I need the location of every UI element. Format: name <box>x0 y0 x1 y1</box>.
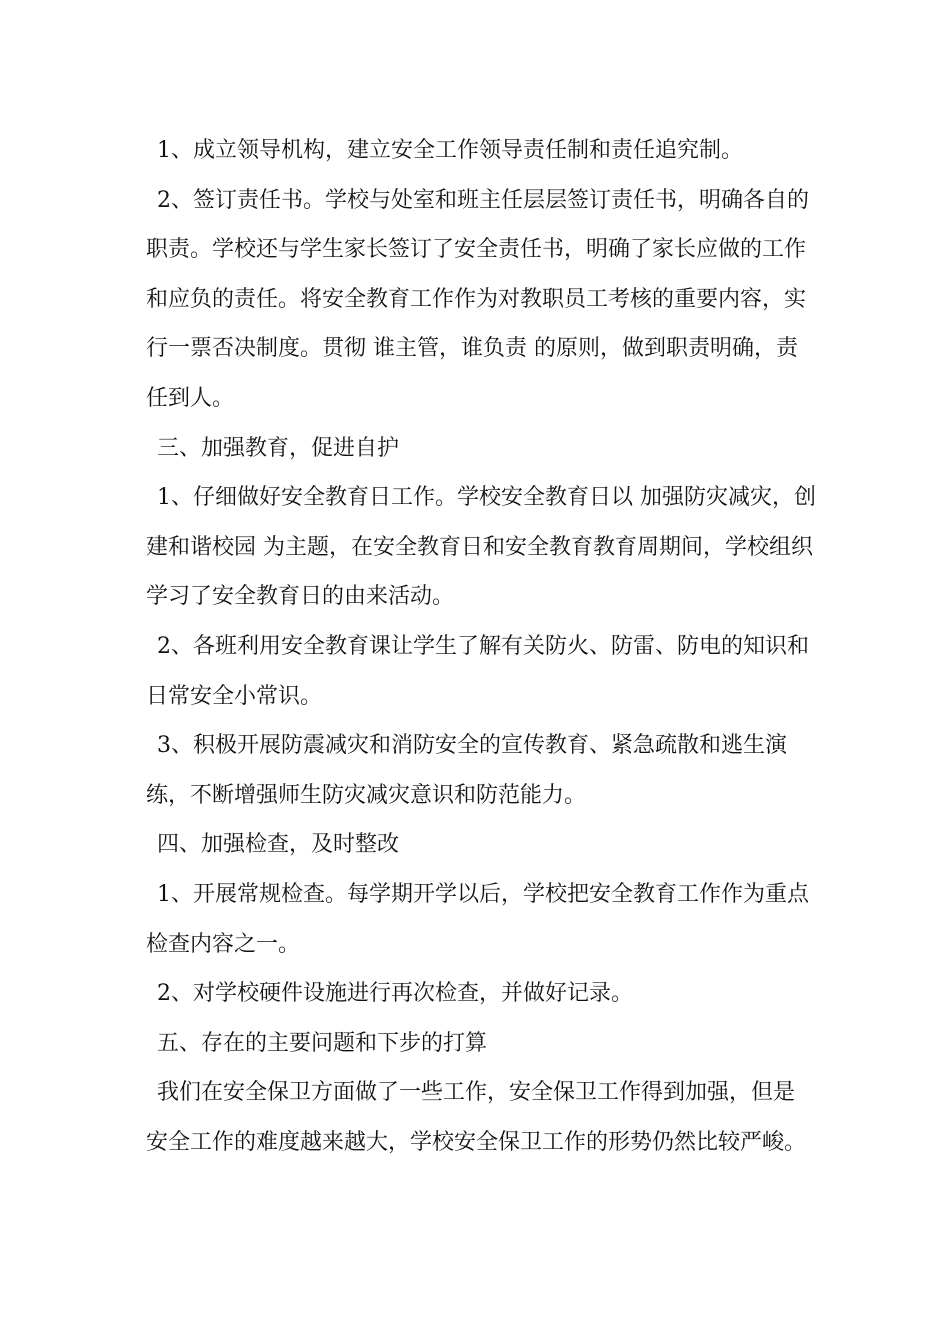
paragraph-9: 2、对学校硬件设施进行再次检查，并做好记录。 <box>157 981 633 1007</box>
paragraph-4: 1、仔细做好安全教育日工作。学校安全教育日以 加强防灾减灾，创建和谐校园 为主题，在安全教育日和安全教育教育周期间，学校组织学习了安全教育日的由来活动。 <box>146 485 816 610</box>
paragraph-1: 1、成立领导机构，建立安全工作领导责任制和责任追究制。 <box>157 138 743 163</box>
document-body <box>146 126 816 1167</box>
paragraph-5: 2、各班利用安全教育课让学生了解有关防火、防雷、防电的知识和日常安全小常识。 <box>146 633 809 709</box>
paragraph-8: 1、开展常规检查。每学期开学以后，学校把安全教育工作作为重点检查内容之一。 <box>146 881 809 957</box>
section-heading-4: 四、加强检查，及时整改 <box>157 832 400 858</box>
paragraph-2: 2、签订责任书。学校与处室和班主任层层签订责任书，明确各自的职责。学校还与学生家长签订了安全责任书，明确了家长应做的工作和应负的责任。将安全教育工作作为对教职员工考核的重要内容，实行一票否决制度。贯彻 谁主管，谁负责 的原则，做到职责明确，责任到人。 <box>146 187 809 411</box>
section-heading-5: 五、存在的主要问题和下步的打算 <box>157 1030 488 1056</box>
section-heading-3: 三、加强教育，促进自护 <box>157 435 400 461</box>
paragraph-11: 我们在安全保卫方面做了一些工作，安全保卫工作得到加强，但是安全工作的难度越来越大，学校安全保卫工作的形势仍然比较严峻。 <box>146 1080 807 1155</box>
paragraph-6: 3、积极开展防震减灾和消防安全的宣传教育、紧急疏散和逃生演练，不断增强师生防灾减灾意识和防范能力。 <box>146 733 787 808</box>
